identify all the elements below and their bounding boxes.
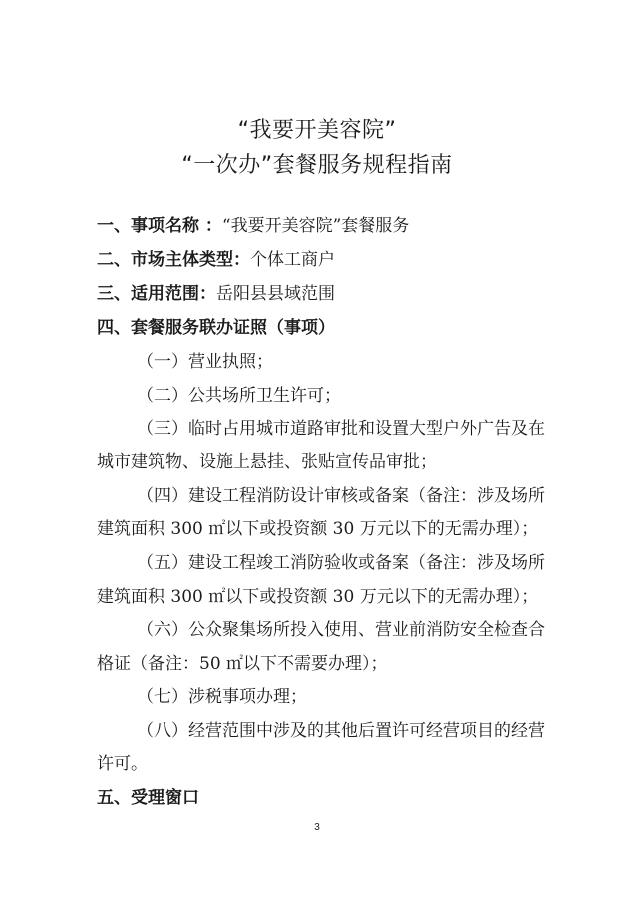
section-scope bbox=[97, 284, 335, 304]
license-item-7: （七）涉税事项办理； bbox=[137, 687, 307, 707]
document-title-line1: “我要开美容院” bbox=[237, 118, 397, 143]
license-item-8: （八）经营范围中涉及的其他后置许可经营项目的经营 bbox=[137, 721, 545, 741]
license-item-4-continued: 建筑面积 300 ㎡以下或投资额 30 万元以下的无需办理）； bbox=[97, 519, 539, 539]
section-heading: 四、套餐服务联办证照（事项） bbox=[97, 318, 335, 338]
section-heading: 一、事项名称 ： bbox=[97, 216, 222, 236]
section-heading: 二、市场主体类型： bbox=[97, 250, 250, 270]
license-item-8-continued: 许可。 bbox=[97, 754, 148, 774]
section-value: 岳阳县县域范围 bbox=[216, 284, 335, 304]
section-heading: 三、适用范围： bbox=[97, 284, 216, 304]
license-item-3: （三）临时占用城市道路审批和设置大型户外广告及在 bbox=[137, 419, 545, 439]
license-item-6-continued: 格证（备注：50 ㎡以下不需要办理）； bbox=[97, 654, 388, 674]
license-item-2: （二）公共场所卫生许可； bbox=[137, 386, 341, 406]
page-number: 3 bbox=[314, 822, 320, 833]
license-item-6: （六）公众聚集场所投入使用、营业前消防安全检查合 bbox=[137, 620, 545, 640]
license-item-3-continued: 城市建筑物、设施上悬挂、张贴宣传品审批； bbox=[97, 452, 437, 472]
section-value: “我要开美容院”套餐服务 bbox=[221, 216, 410, 236]
section-entity-type bbox=[97, 250, 335, 270]
document-title-line2: “一次办”套餐服务规程指南 bbox=[181, 153, 453, 178]
section-heading: 五、受理窗口 bbox=[97, 788, 199, 808]
section-value: 个体工商户 bbox=[250, 250, 335, 270]
license-item-4: （四）建设工程消防设计审核或备案（备注：涉及场所 bbox=[137, 486, 545, 506]
section-window bbox=[97, 788, 199, 808]
license-item-5-continued: 建筑面积 300 ㎡以下或投资额 30 万元以下的无需办理）； bbox=[97, 587, 539, 607]
license-item-5: （五）建设工程竣工消防验收或备案（备注：涉及场所 bbox=[137, 553, 545, 573]
license-item-1: （一）营业执照； bbox=[137, 352, 273, 372]
section-item-name bbox=[97, 216, 409, 236]
section-licenses bbox=[97, 318, 335, 338]
